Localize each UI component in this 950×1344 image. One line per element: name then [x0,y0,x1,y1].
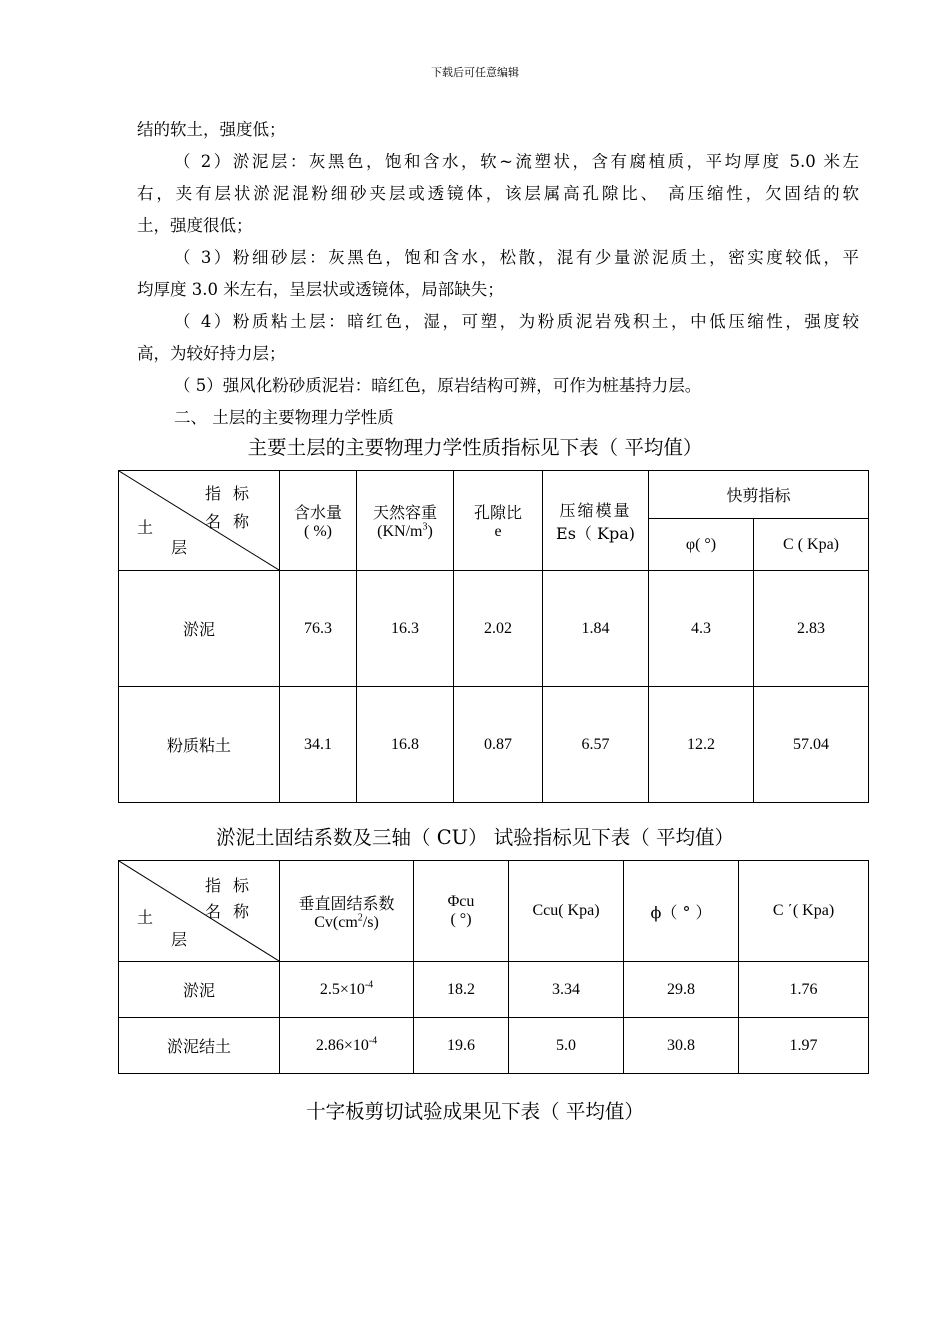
table-row [119,571,869,687]
corner-label-top: 指标 [204,484,261,503]
cell-cv: $2.86\times 10^{-4}$ [280,1018,414,1074]
cell-density: 16.8 [357,687,454,803]
header-ccu: Ccu( Kpa) [509,861,624,962]
page-header: 下载后可任意编辑 [431,66,519,79]
cell-c-prime: 1.76 [739,962,869,1018]
header-water-unit: ( %) [304,523,332,540]
cell-phi-prime: 30.8 [624,1018,739,1074]
header-water [280,471,357,571]
paragraph-line: （ 4）粉质粘土层：暗红色，湿，可塑，为粉质泥岩残积土，中低压缩性，强度较 [174,312,859,331]
cell-void: 0.87 [454,687,543,803]
corner-label-mid: 名称 [204,902,261,921]
cell-name: 淤泥结土 [119,1018,280,1074]
table3-title: 十字板剪切试验成果见下表（ 平均值） [306,1100,644,1123]
corner-header [119,471,280,571]
table2-title: 淤泥土固结系数及三轴（ CU） 试验指标见下表（ 平均值） [216,826,734,849]
paragraph-line: （ 5）强风化粉砂质泥岩：暗红色，原岩结构可辨，可作为桩基持力层。 [174,376,702,395]
cell-modulus: 1.84 [543,571,649,687]
header-water-label: 含水量 [293,503,342,522]
header-phi: φ( °) [649,519,754,571]
table-row [119,687,869,803]
paragraph-line: （ 2）淤泥层：灰黑色，饱和含水，软~流塑状，含有腐植质，平均厚度 5.0 米左 [174,152,859,171]
paragraph-line: 右，夹有层状淤泥混粉细砂夹层或透镜体，该层属高孔隙比、 高压缩性，欠固结的软 [137,184,859,203]
table1-title: 主要土层的主要物理力学性质指标见下表（ 平均值） [247,436,703,459]
header-phicu-label: Φcu [447,893,475,910]
cell-phicu: 19.6 [414,1018,509,1074]
cell-water: 34.1 [280,687,357,803]
header-density-unit: $(KN/m^3)$ [377,521,433,540]
paragraph-line: 高，为较好持力层； [137,344,286,363]
cell-density: 16.3 [357,571,454,687]
header-c-prime: C ΄( Kpa) [739,861,869,962]
header-c: C ( Kpa) [754,519,869,571]
corner-label-bottom: 层 [171,930,188,949]
header-density [357,471,454,571]
section-heading: 二、 土层的主要物理力学性质 [174,408,394,427]
paragraph-line: 结的软土，强度低； [137,120,286,139]
header-cv-unit: $Cv(cm^2/s)$ [314,912,379,931]
cell-water: 76.3 [280,571,357,687]
cell-c: 57.04 [754,687,869,803]
table1 [118,470,869,803]
corner-label-top: 指标 [204,876,261,895]
corner-label-mid: 名称 [204,512,261,531]
table-row [119,962,869,1018]
corner-label-left: 土 [137,518,154,537]
cell-cv: $2.5\times 10^{-4}$ [280,962,414,1018]
cell-ccu: 5.0 [509,1018,624,1074]
table2 [118,860,869,1074]
cell-name: 淤泥 [119,571,280,687]
header-phi-prime: ϕ（ ° ） [624,861,739,962]
cell-phi: 4.3 [649,571,754,687]
cell-phi-prime: 29.8 [624,962,739,1018]
header-void-unit: e [494,523,502,540]
cell-name: 淤泥 [119,962,280,1018]
header-modulus-unit: Es（ Kpa) [556,523,635,543]
header-shear: 快剪指标 [649,471,869,519]
header-cv-label: 垂直固结系数 [298,893,395,913]
cell-c: 2.83 [754,571,869,687]
cell-c-prime: 1.97 [739,1018,869,1074]
cell-name: 粉质粘土 [119,687,280,803]
cell-modulus: 6.57 [543,687,649,803]
corner-header [119,861,280,962]
header-modulus [543,471,649,571]
header-phicu-unit: ( °) [450,911,472,928]
header-modulus-label: 压缩模量 [559,500,632,520]
table-row [119,1018,869,1074]
paragraph-line: 土，强度很低； [137,216,253,235]
header-cv [280,861,414,962]
cell-ccu: 3.34 [509,962,624,1018]
header-void [454,471,543,571]
cell-phi: 12.2 [649,687,754,803]
cell-void: 2.02 [454,571,543,687]
header-void-label: 孔隙比 [473,503,522,522]
header-phicu [414,861,509,962]
corner-label-left: 土 [137,908,154,927]
cell-phicu: 18.2 [414,962,509,1018]
header-density-label: 天然容重 [372,503,437,522]
corner-label-bottom: 层 [171,538,188,557]
paragraph-line: （ 3）粉细砂层：灰黑色，饱和含水，松散，混有少量淤泥质土，密实度较低，平 [174,248,859,267]
paragraph-line: 均厚度 3.0 米左右，呈层状或透镜体，局部缺失； [137,280,504,299]
